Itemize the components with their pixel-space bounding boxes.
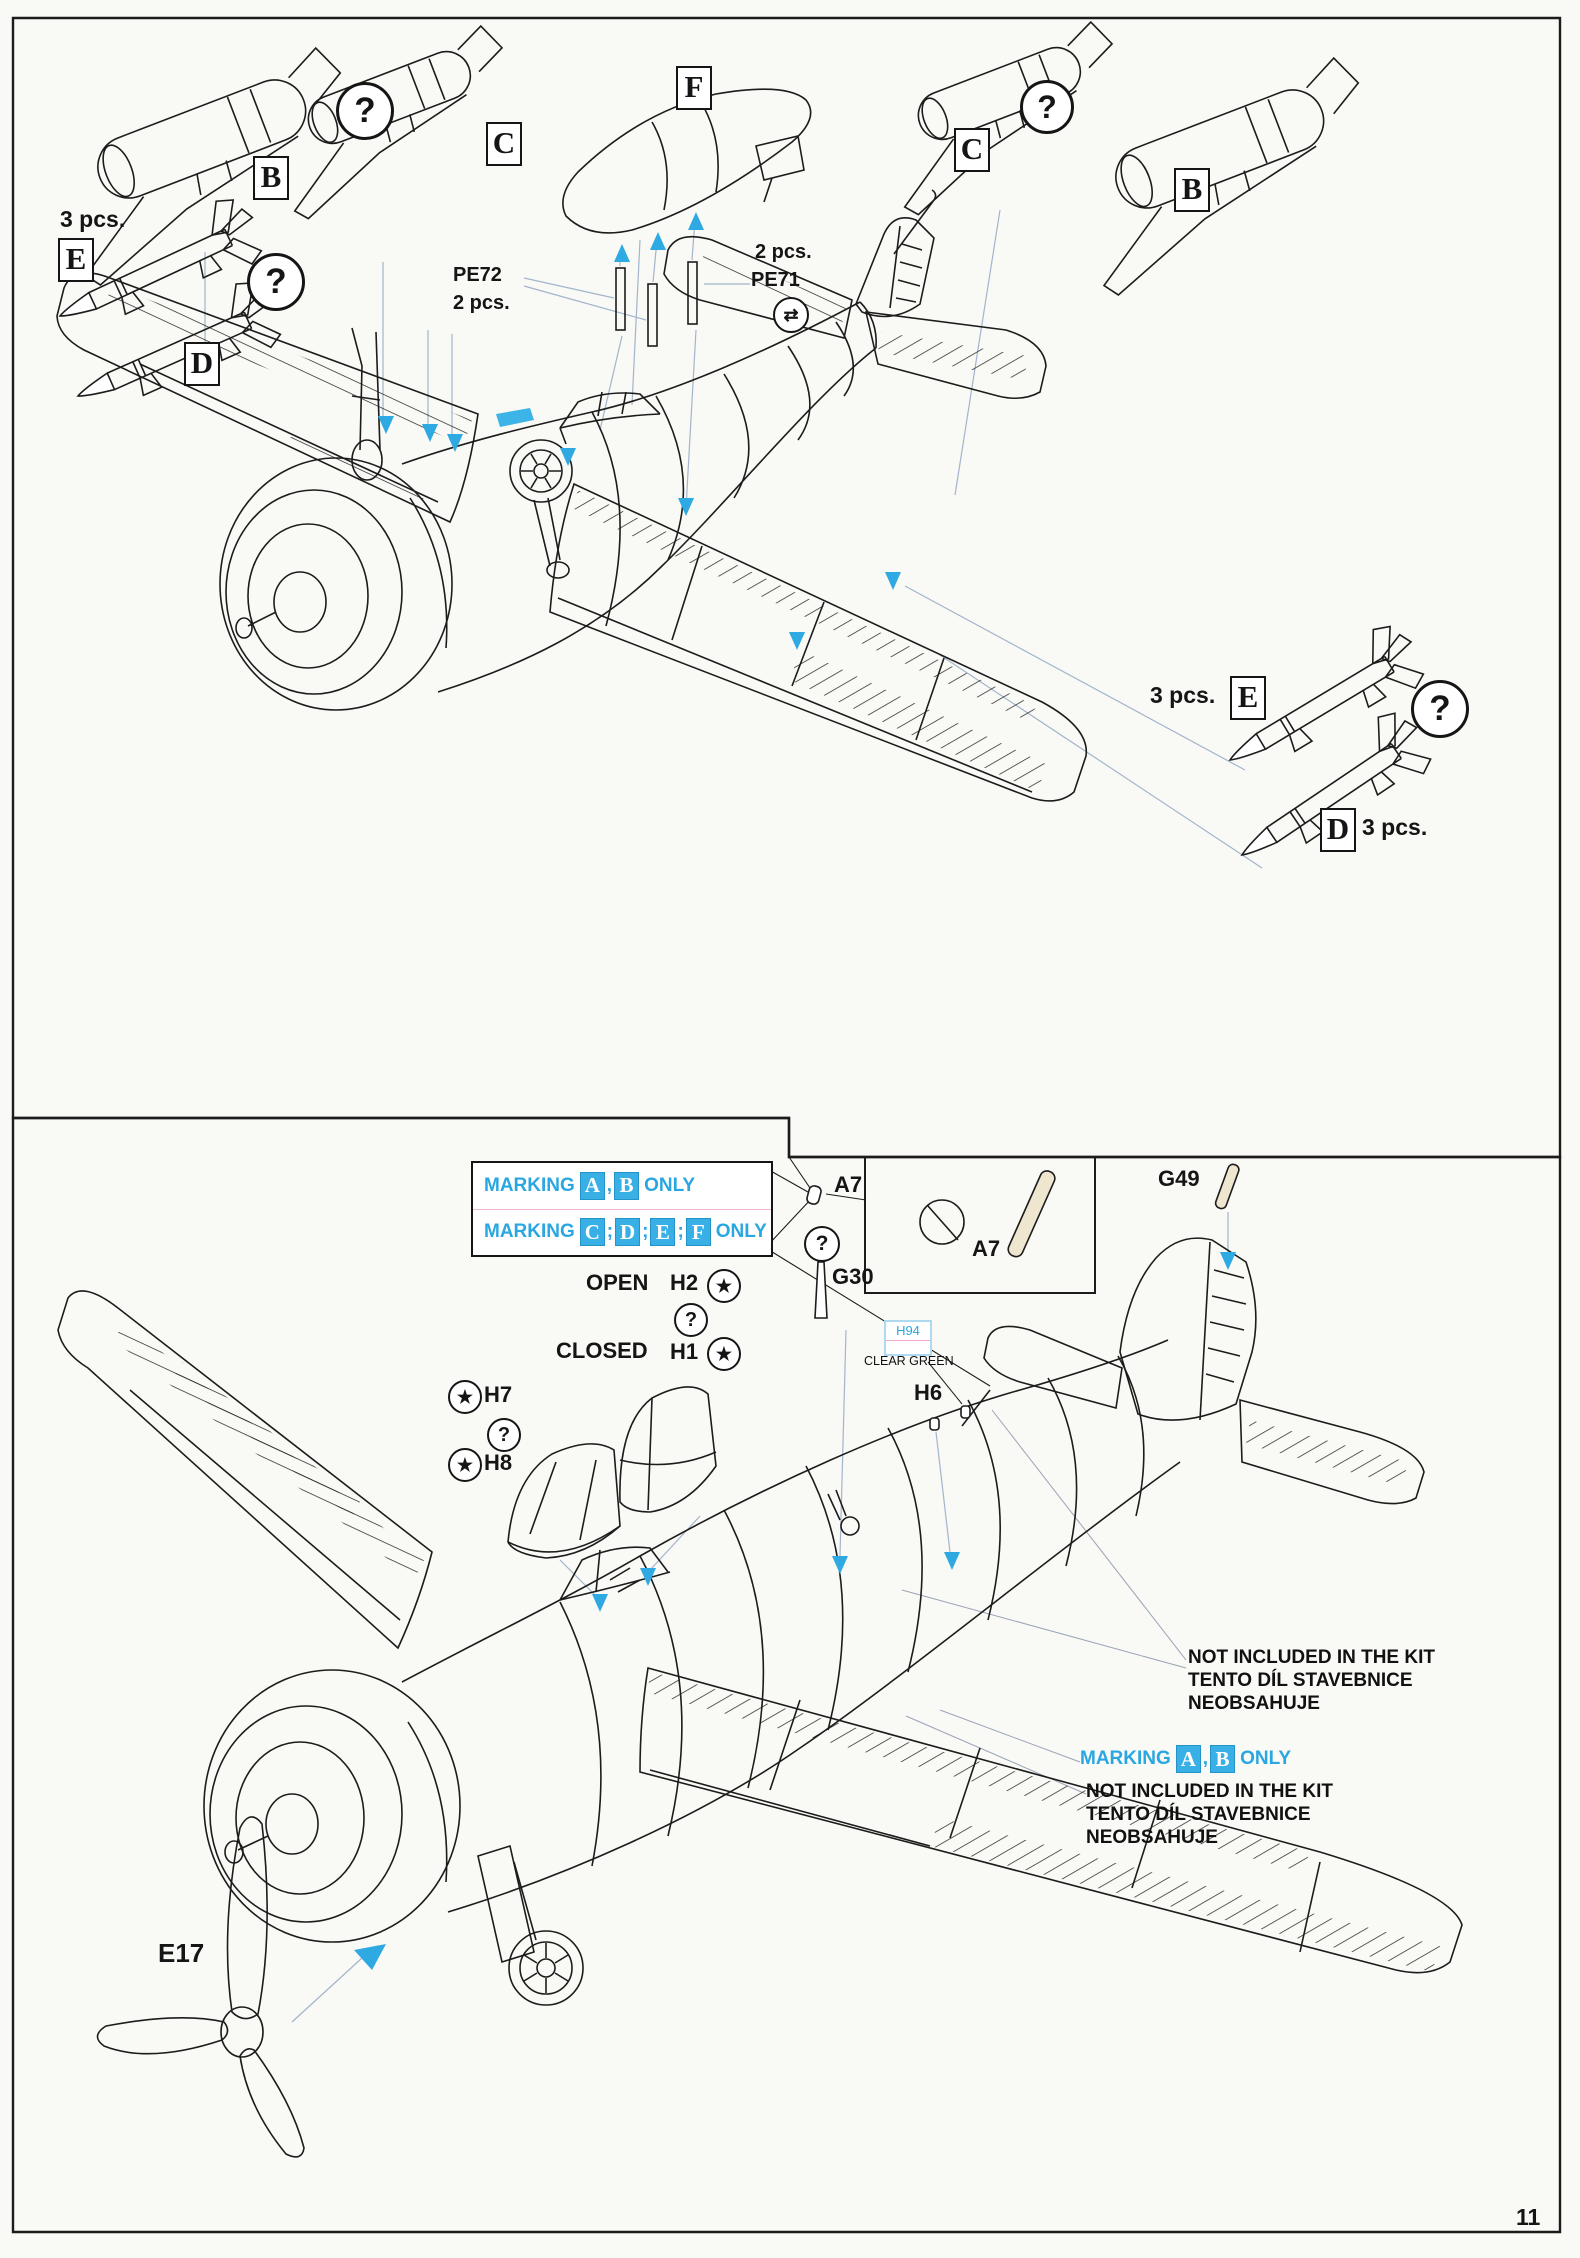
quantity-label: 3 pcs. [60, 206, 126, 232]
part-label-g49: G49 [1158, 1166, 1200, 1191]
marking-separator: , [1202, 1748, 1209, 1769]
g30-part-drawing [815, 1262, 827, 1318]
pe-strips-drawing [616, 262, 697, 346]
star-symbol-icon: ★ [707, 1337, 741, 1371]
g49-part-drawing [1214, 1163, 1240, 1210]
part-label-e-right: E [1230, 676, 1266, 720]
marking-letter-b: B [1210, 1745, 1235, 1773]
color-name-label: CLEAR GREEN [864, 1354, 954, 1368]
marking-separator: , [606, 1174, 613, 1196]
marking-letter-d: D [615, 1218, 640, 1246]
star-symbol-icon: ★ [448, 1448, 482, 1482]
question-mark-icon: ? [247, 253, 305, 311]
question-mark-icon: ? [804, 1226, 840, 1262]
not-included-note-2 [1086, 1780, 1333, 1849]
note-line: NOT INCLUDED IN THE KIT [1188, 1647, 1435, 1668]
marking-options-box [471, 1161, 773, 1257]
part-label-f: F [676, 66, 712, 110]
marking-letter-a: A [580, 1172, 605, 1200]
marking-row-ab [473, 1163, 771, 1209]
drop-tank-b-right-drawing [1057, 53, 1398, 299]
marking-separator: ; [606, 1221, 614, 1243]
marking-prefix: MARKING [484, 1221, 575, 1243]
h6-parts-drawing [930, 1406, 970, 1430]
pe71-part-label: PE71 [751, 269, 800, 291]
closed-option-label: CLOSED [556, 1338, 648, 1363]
bottom-aircraft-drawing [58, 1238, 1462, 2005]
note-line: NOT INCLUDED IN THE KIT [1086, 1781, 1333, 1802]
part-label-d-left: D [184, 342, 220, 386]
not-included-note-1 [1188, 1646, 1435, 1715]
note-line: TENTO DÍL STAVEBNICE [1188, 1670, 1413, 1691]
color-callout-h94 [884, 1320, 932, 1356]
color-code-label: H94 [886, 1322, 930, 1341]
note-line: TENTO DÍL STAVEBNICE [1086, 1804, 1311, 1825]
both-sides-icon: ⇄ [773, 297, 809, 333]
star-symbol-icon: ★ [448, 1380, 482, 1414]
question-mark-icon: ? [1020, 80, 1074, 134]
marking-letter-a: A [1176, 1745, 1201, 1773]
question-mark-icon: ? [674, 1303, 708, 1337]
tail-wheel-drawing [828, 1490, 859, 1535]
open-option-label: OPEN [586, 1270, 649, 1295]
windscreen-part-drawing [508, 1444, 620, 1558]
color-swatch [886, 1341, 930, 1354]
marking-row-cdef [473, 1209, 771, 1256]
pe72-quantity-label: 2 pcs. [453, 292, 510, 314]
note-line: NEOBSAHUJE [1086, 1827, 1218, 1848]
part-label-g30: G30 [832, 1264, 874, 1289]
part-label-a7: A7 [834, 1172, 863, 1197]
note-line: NEOBSAHUJE [1188, 1693, 1320, 1714]
marking-letter-c: C [580, 1218, 605, 1246]
marking-prefix: MARKING [1080, 1748, 1171, 1769]
top-aircraft-drawing [57, 190, 1086, 801]
question-mark-icon: ? [336, 82, 394, 140]
part-label-a7-inset: A7 [972, 1236, 1001, 1261]
pe71-quantity-label: 2 pcs. [755, 241, 812, 263]
part-label-c-left: C [486, 122, 522, 166]
part-label-h7: H7 [484, 1382, 513, 1407]
a7-part-drawing [806, 1185, 822, 1205]
marking-box-callouts [769, 1157, 990, 1386]
marking-suffix: ONLY [1240, 1748, 1292, 1769]
marking-separator: ; [677, 1221, 684, 1243]
part-label-h2: H2 [670, 1270, 699, 1295]
top-step-drawing [39, 18, 1440, 883]
pe72-part-label: PE72 [453, 264, 502, 286]
marking-suffix: ONLY [715, 1221, 767, 1243]
clear-part-highlight [496, 408, 534, 427]
marking-suffix: ONLY [644, 1174, 696, 1196]
marking-separator: ; [642, 1221, 649, 1243]
part-label-e17: E17 [158, 1938, 205, 1968]
part-label-c-right: C [954, 128, 990, 172]
drop-tank-c-right-drawing [867, 18, 1145, 218]
marking-letter-b: B [614, 1172, 639, 1200]
a7-inset-box-drawing [865, 1157, 1095, 1293]
question-mark-icon: ? [1411, 680, 1469, 738]
page-number: 11 [1516, 2204, 1541, 2230]
part-label-d-right: D [1320, 808, 1356, 852]
antenna-mast [894, 190, 936, 254]
quantity-label: 3 pcs. [1362, 814, 1428, 840]
part-label-b-right: B [1174, 168, 1210, 212]
marking-letter-f: F [686, 1218, 711, 1246]
rocket-d-right-drawing [1221, 703, 1440, 883]
landing-gear-right-drawing [510, 440, 572, 578]
marking-ab-only-note [1080, 1745, 1291, 1773]
propeller-e17-drawing [97, 1817, 304, 2157]
question-mark-icon: ? [487, 1418, 521, 1452]
part-label-h8: H8 [484, 1450, 513, 1475]
part-label-h6: H6 [914, 1380, 943, 1405]
marking-prefix: MARKING [484, 1174, 575, 1196]
star-symbol-icon: ★ [707, 1269, 741, 1303]
part-label-e-left: E [58, 238, 94, 282]
top-panel-frame [13, 18, 1560, 1157]
part-label-b-left: B [253, 156, 289, 200]
marking-letter-e: E [650, 1218, 675, 1246]
drop-tank-f-drawing [563, 89, 811, 233]
part-label-h1: H1 [670, 1339, 699, 1364]
canopy-part-drawing [620, 1387, 716, 1512]
quantity-label: 3 pcs. [1150, 682, 1216, 708]
